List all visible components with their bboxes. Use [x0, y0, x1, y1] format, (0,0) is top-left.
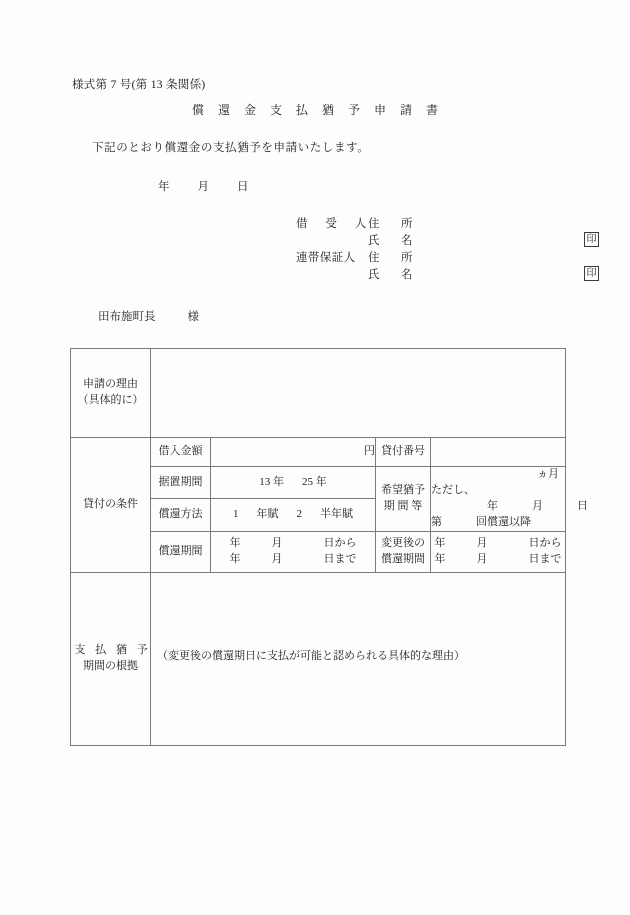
- deferment-period-options[interactable]: [211, 467, 376, 499]
- table-row-grace-basis: [71, 572, 566, 745]
- repayment-period-input[interactable]: [211, 531, 376, 572]
- deferment-period-label: 据置期間: [151, 467, 211, 499]
- grace-installment-line: [431, 515, 565, 531]
- page-title: 償 還 金 支 払 猶 予 申 請 書: [191, 103, 444, 117]
- grace-basis-label-line1: 支 払 猶 予: [74, 643, 152, 656]
- reason-label-line1: 申請の理由: [83, 378, 138, 391]
- guarantor-seal-box[interactable]: 印: [584, 266, 599, 281]
- guarantor-name-label: 氏 名: [368, 268, 418, 281]
- repayment-from-day: 日から: [323, 536, 357, 549]
- reason-input[interactable]: [151, 349, 566, 438]
- deferment-option-1[interactable]: 13 年: [259, 475, 284, 488]
- signature-block: [296, 214, 599, 282]
- grace-installment-prefix: 第: [431, 515, 442, 528]
- repayment-to-day: 日まで: [323, 552, 357, 565]
- changed-to-day: 日まで: [528, 552, 562, 565]
- changed-repayment-to: [431, 552, 565, 568]
- loan-amount-unit: 円: [364, 445, 375, 458]
- repayment-from-year: 年: [229, 536, 241, 549]
- grace-basis-label: [71, 572, 151, 745]
- repayment-method-label: 償還方法: [151, 499, 211, 531]
- guarantor-party-label: 連帯保証人: [296, 251, 356, 264]
- application-table: [70, 348, 588, 746]
- repayment-method-option2-no[interactable]: 2: [296, 508, 302, 521]
- changed-repayment-period-input[interactable]: [431, 531, 566, 572]
- grace-date-line: [431, 499, 588, 515]
- guarantor-name-row: [296, 265, 599, 282]
- repayment-to-month: 月: [271, 552, 283, 565]
- repayment-method-option1-text[interactable]: 年賦: [256, 508, 279, 521]
- repayment-method-options[interactable]: [211, 499, 376, 531]
- grace-basis-label-line2: 期間の根拠: [83, 659, 138, 672]
- borrower-address-label: 住 所: [368, 217, 418, 230]
- grace-basis-note: （変更後の償還期日に支払が可能と認められる具体的な理由）: [157, 649, 465, 662]
- repayment-period-to: [211, 552, 375, 568]
- grace-date-year: 年: [487, 499, 498, 512]
- repayment-from-month: 月: [271, 536, 283, 549]
- requested-grace-input[interactable]: [431, 467, 588, 532]
- changed-repayment-from: [431, 536, 565, 552]
- date-day-label: 日: [237, 181, 249, 193]
- changed-from-month: 月: [476, 536, 488, 549]
- reason-label: [71, 349, 151, 438]
- repayment-to-year: 年: [229, 552, 241, 565]
- date-month-label: 月: [197, 181, 209, 193]
- deferment-option-2[interactable]: 25 年: [302, 475, 327, 488]
- repayment-method-option1-no[interactable]: 1: [233, 508, 239, 521]
- requested-grace-label: [376, 467, 431, 532]
- changed-to-month: 月: [476, 552, 488, 565]
- loan-amount-input[interactable]: [211, 438, 376, 467]
- repayment-period-from: [211, 536, 375, 552]
- grace-basis-cell[interactable]: [151, 572, 566, 745]
- loan-amount-label: 借入金額: [151, 438, 211, 467]
- addressee-name: 田布施町長: [98, 311, 156, 323]
- table-row-loan-amount: [71, 438, 566, 467]
- grace-date-day: 日: [577, 499, 588, 512]
- form-number: 様式第 7 号(第 13 条関係): [72, 79, 206, 91]
- borrower-seal-box[interactable]: 印: [584, 232, 599, 247]
- addressee: [98, 308, 199, 324]
- loan-number-input[interactable]: [431, 438, 566, 467]
- date-line: [158, 178, 249, 194]
- repayment-method-option2-text[interactable]: 半年賦: [320, 508, 353, 521]
- changed-from-day: 日から: [528, 536, 562, 549]
- grace-basis-input[interactable]: [151, 665, 565, 673]
- grace-installment-suffix: 回償還以降: [476, 515, 531, 528]
- loan-number-label: 貸付番号: [376, 438, 431, 467]
- changed-repayment-label-line2: 償還期間: [381, 552, 425, 565]
- date-year-label: 年: [158, 181, 170, 193]
- grace-date-month: 月: [532, 499, 543, 512]
- changed-to-year: 年: [434, 552, 446, 565]
- table-row-reason: [71, 349, 566, 438]
- addressee-honorific: 様: [187, 311, 199, 323]
- requested-grace-label-line2: 期 間 等: [383, 499, 423, 512]
- changed-from-year: 年: [434, 536, 446, 549]
- repayment-period-label: 償還期間: [151, 531, 211, 572]
- intro-statement: 下記のとおり償還金の支払猶予を申請いたします。: [92, 142, 370, 154]
- grace-months-unit: ヵ月: [537, 468, 559, 480]
- borrower-address-row: [296, 214, 599, 231]
- borrower-name-row: [296, 231, 599, 248]
- requested-grace-label-line1: 希望猶予: [381, 483, 425, 496]
- reason-label-line2: （具体的に）: [77, 394, 144, 406]
- grace-proviso: ただし、: [431, 483, 475, 496]
- borrower-name-label: 氏 名: [368, 234, 418, 247]
- changed-repayment-period-label: [376, 531, 431, 572]
- borrower-party-label: 借 受 人: [296, 217, 370, 230]
- changed-repayment-label-line1: 変更後の: [381, 536, 425, 549]
- guarantor-address-row: [296, 248, 599, 265]
- guarantor-address-label: 住 所: [368, 251, 418, 264]
- loan-conditions-label: 貸付の条件: [71, 438, 151, 573]
